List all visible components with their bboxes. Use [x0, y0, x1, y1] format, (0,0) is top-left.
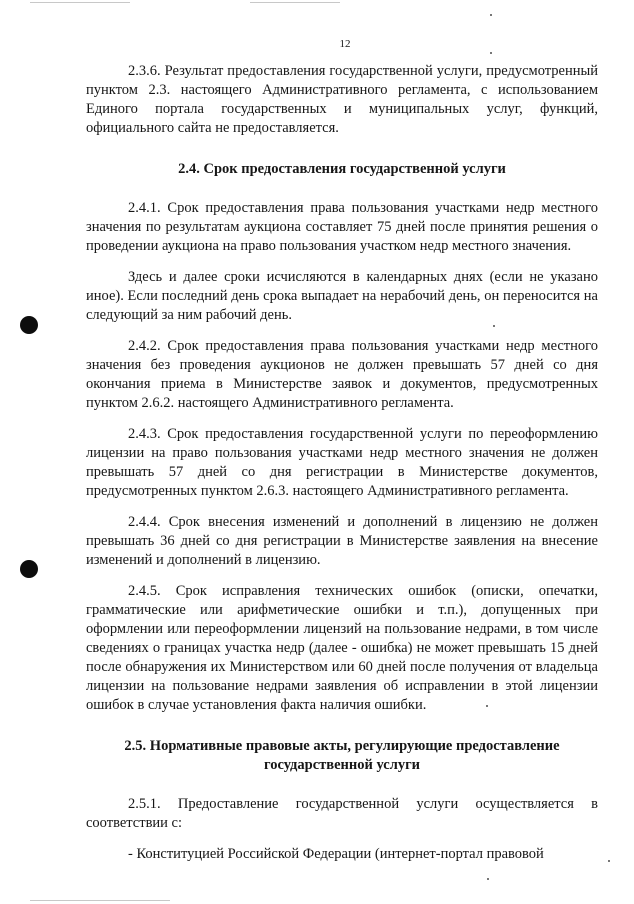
- scan-speck: [608, 860, 610, 862]
- list-item-constitution: - Конституцией Российской Федерации (интернет-портал правовой: [128, 846, 544, 862]
- document-body: [86, 62, 598, 864]
- paragraph-2-4-2: 2.4.2. Срок предоставления права пользования участками недр местного значения без проведения аукционов не должен превышать 57 дней со дня окончания приема в Министерстве заявок и документов, предусмотренных пунктом 2.6.2. настоящего Административного регламента.: [86, 338, 598, 411]
- paragraph-calendar-days: Здесь и далее сроки исчисляются в календарных днях (если не указано иное). Если последний день срока выпадает на нерабочий день, он переносится на следующий за ним рабочий день.: [86, 269, 598, 323]
- scan-speck: [490, 52, 492, 54]
- page-number: 12: [339, 38, 351, 50]
- section-heading-2-4: 2.4. Срок предоставления государственной услуги: [178, 161, 506, 177]
- section-heading-2-5: 2.5. Нормативные правовые акты, регулирующие предоставление государственной услуги: [124, 738, 560, 773]
- paragraph-2-4-3: 2.4.3. Срок предоставления государственной услуги по переоформлению лицензии на право пользования участками недр местного значения не должен превышать 57 дней со дня регистрации в Министерстве документов, предусмотренных пунктом 2.6.3. настоящего Административного регламента.: [86, 426, 598, 499]
- paragraph-2-4-5: 2.4.5. Срок исправления технических ошибок (описки, опечатки, грамматические или арифметические ошибки и т.п.), допущенных при оформлении или переоформлении лицензий на пользование недрами, в том числе сведениях о границах участка недр (далее - ошибка) не может превышать 15 дней после обнаружения их Министерством или 60 дней после получения от владельца лицензии на пользование недрами заявления об исправлении в этой лицензии ошибок в случае установления факта наличия ошибки.: [86, 583, 598, 713]
- punch-hole-upper: [20, 316, 38, 334]
- scan-edge-bottom: [30, 900, 170, 901]
- scan-speck: [490, 14, 492, 16]
- scan-edge-top: [30, 2, 130, 3]
- paragraph-2-4-4: 2.4.4. Срок внесения изменений и дополнений в лицензию не должен превышать 36 дней со дня регистрации в Министерстве заявления на внесение изменений и дополнений в лицензию.: [86, 514, 598, 568]
- scan-edge-top-right: [250, 2, 340, 3]
- paragraph-2-4-1: 2.4.1. Срок предоставления права пользования участками недр местного значения по результатам аукциона составляет 75 дней после принятия решения о проведении аукциона на право пользования участком недр местного значения.: [86, 200, 598, 254]
- paragraph-2-3-6: 2.3.6. Результат предоставления государственной услуги, предусмотренный пунктом 2.3. настоящего Административного регламента, с использованием Единого портала государственных и муниципальных услуг, функций, официального сайта не предоставляется.: [86, 63, 598, 136]
- scan-speck: [487, 878, 489, 880]
- punch-hole-lower: [20, 560, 38, 578]
- paragraph-2-5-1: 2.5.1. Предоставление государственной услуги осуществляется в соответствии с:: [86, 796, 598, 831]
